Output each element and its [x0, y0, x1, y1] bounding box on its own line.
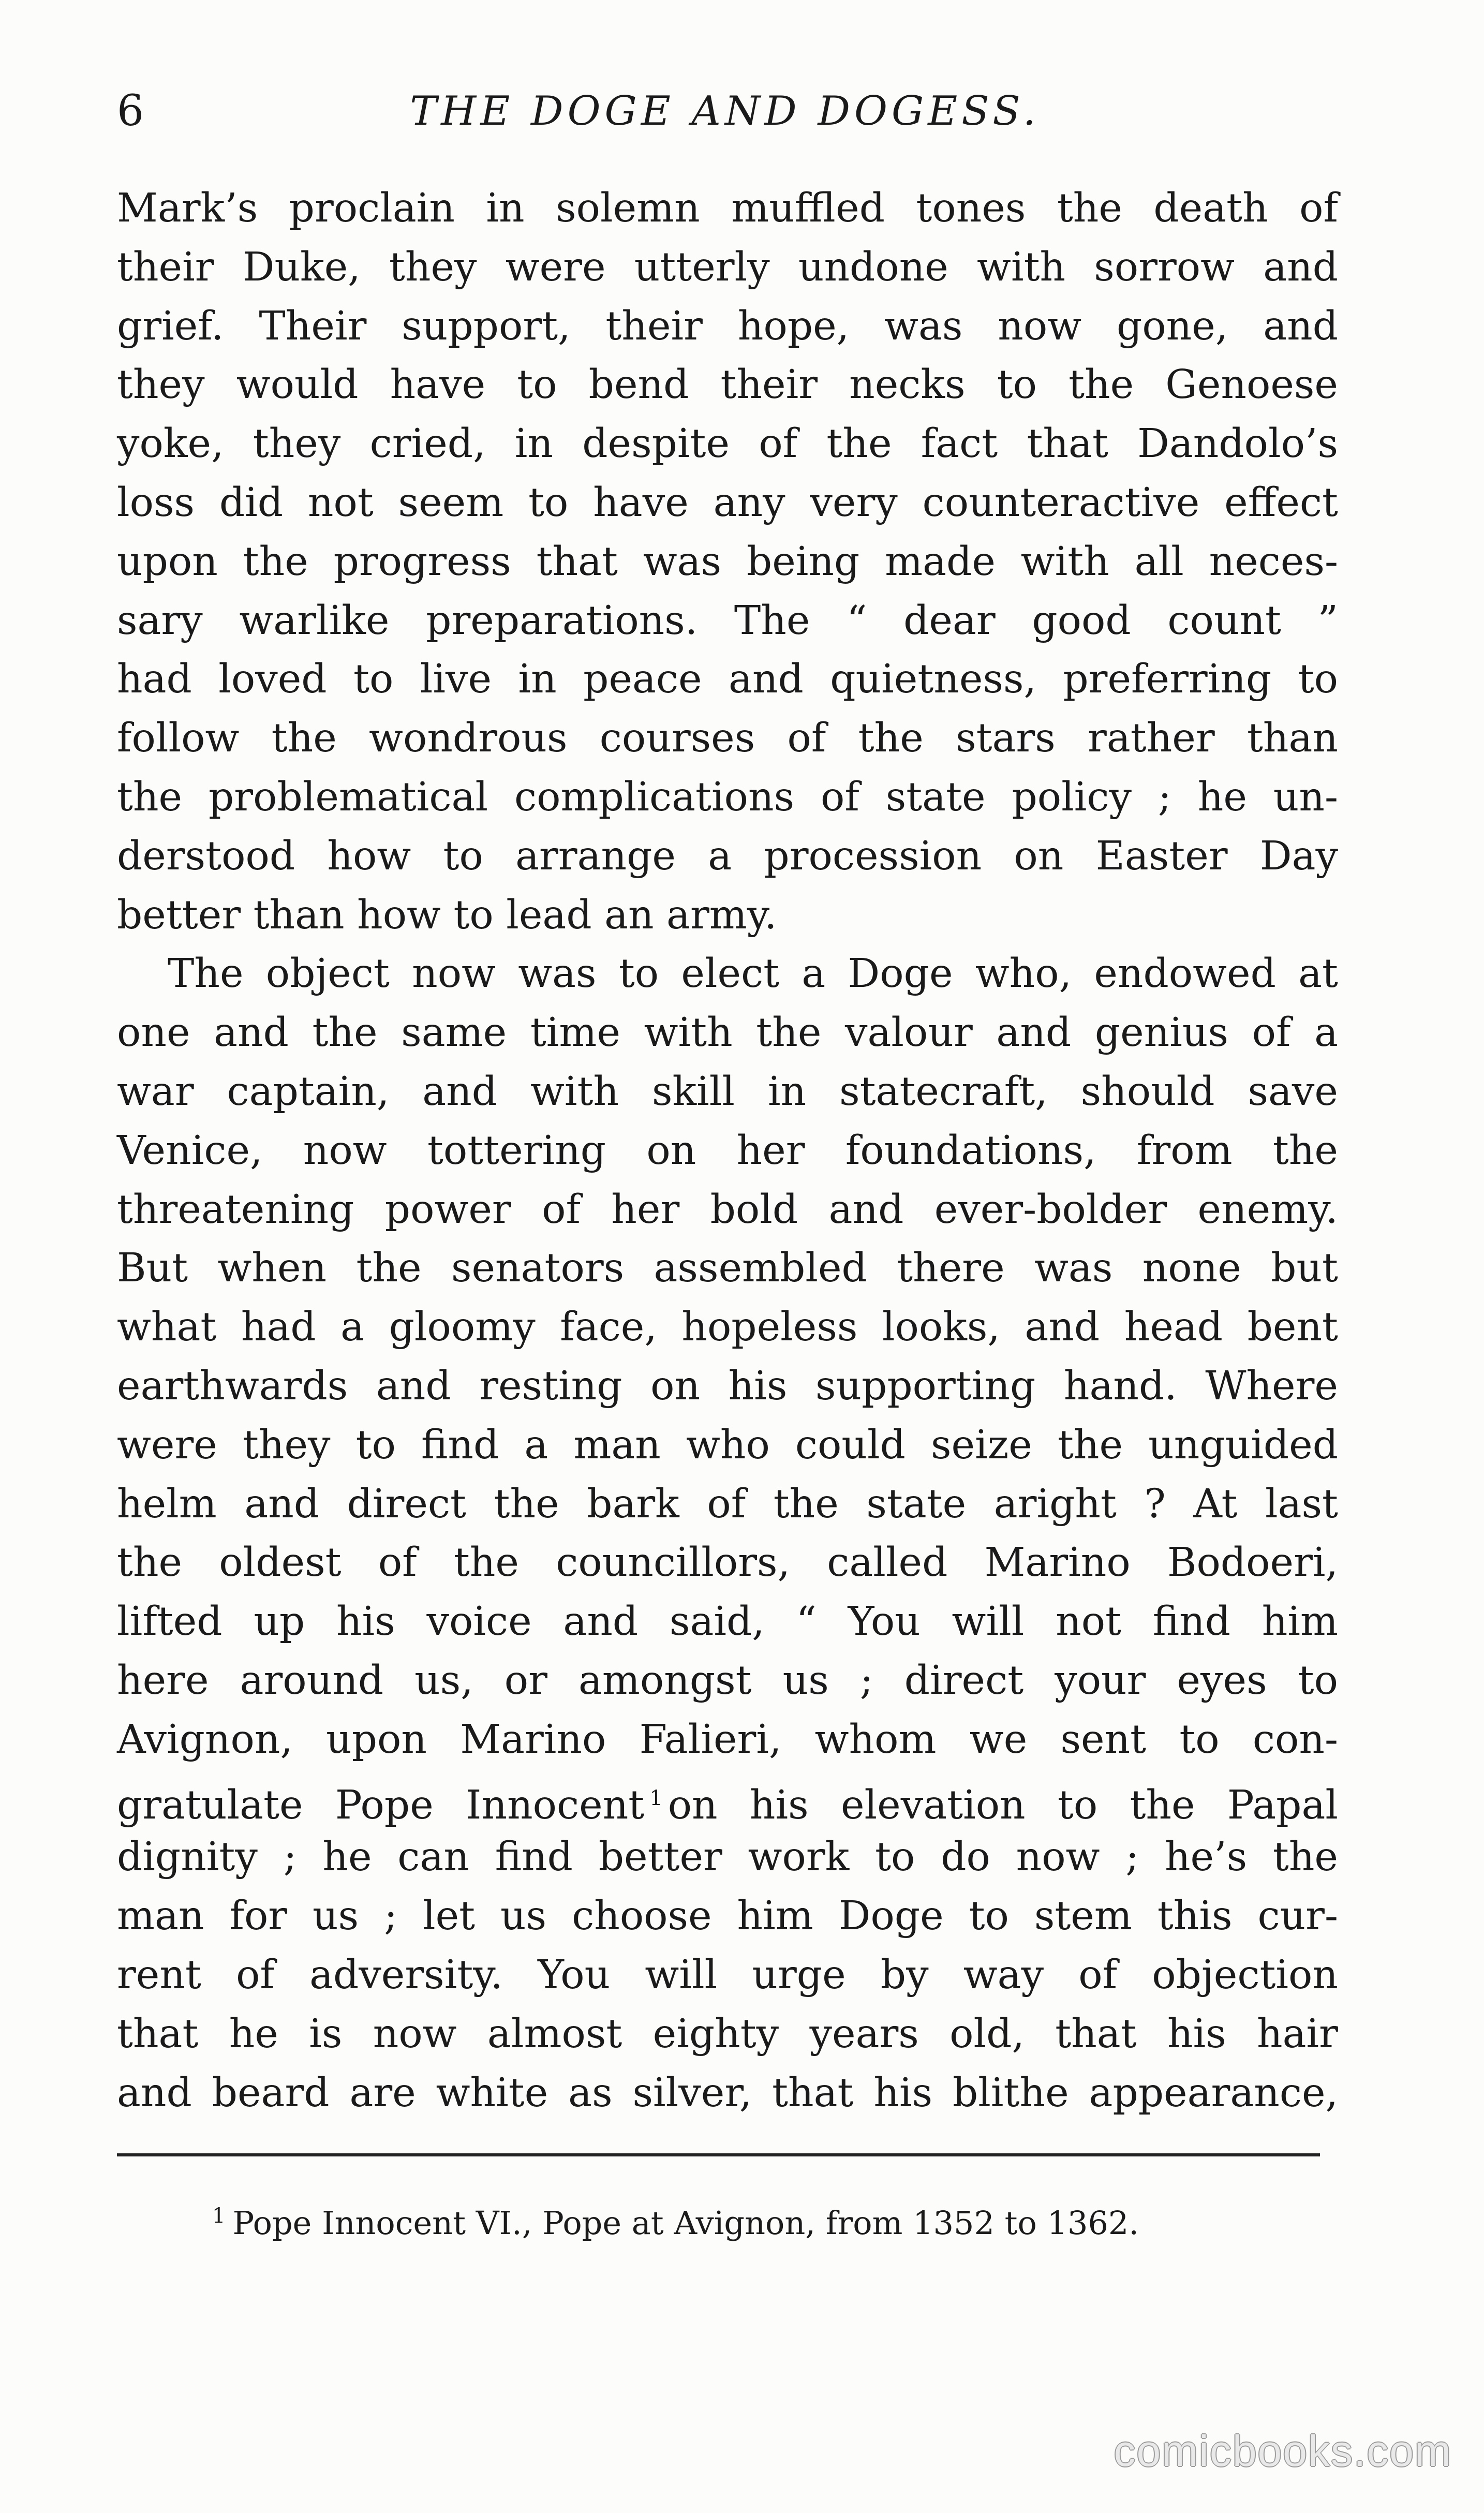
text-line: had loved to live in peace and quietness, preferring to: [117, 656, 1338, 703]
watermark: comicbooks.com: [1114, 2427, 1452, 2475]
text-line: earthwards and resting on his supporting hand. Where: [117, 1363, 1338, 1409]
text-line: derstood how to arrange a procession on Easter Day: [117, 833, 1338, 879]
running-title: THE DOGE AND DOGESS.: [410, 88, 1040, 135]
text-line: that he is now almost eighty years old, that his hair: [117, 2011, 1338, 2057]
text-line: war captain, and with skill in statecraft, should save: [117, 1068, 1338, 1115]
text-line: threatening power of her bold and ever-bolder enemy.: [117, 1186, 1338, 1233]
page-header: [117, 80, 1333, 142]
text-line: what had a gloomy face, hopeless looks, and head bent: [117, 1304, 1338, 1351]
text-line: here around us, or amongst us ; direct your eyes to: [117, 1657, 1338, 1704]
footnote-text: Pope Innocent VI., Pope at Avignon, from 1352 to 1362.: [232, 2204, 1139, 2242]
footnote: [212, 2193, 1139, 2246]
text-line: But when the senators assembled there was none but: [117, 1245, 1338, 1292]
text-line: sary warlike preparations. The “ dear good count ”: [117, 597, 1338, 644]
text-line-with-footnote-ref: [117, 1769, 1338, 1828]
text-fragment: gratulate Pope Innocent: [117, 1782, 645, 1828]
text-line: Mark’s proclain in solemn muffled tones the death of: [117, 185, 1338, 231]
footnote-reference: 1: [649, 1786, 663, 1810]
text-line: were they to find a man who could seize the unguided: [117, 1422, 1338, 1468]
paragraph-start-line: The object now was to elect a Doge who, endowed at: [168, 951, 1338, 997]
text-line: grief. Their support, their hope, was now gone, and: [117, 303, 1338, 349]
text-line: follow the wondrous courses of the stars rather than: [117, 715, 1338, 762]
text-line: the problematical complications of state policy ; he un-: [117, 774, 1338, 820]
text-line: Avignon, upon Marino Falieri, whom we sent to con-: [117, 1716, 1338, 1763]
text-line: lifted up his voice and said, “ You will not find him: [117, 1599, 1338, 1645]
text-line: upon the progress that was being made with all neces-: [117, 538, 1338, 585]
paragraph-end-line: better than how to lead an army.: [117, 892, 777, 938]
text-line: Venice, now tottering on her foundations, from the: [117, 1127, 1338, 1174]
text-line: loss did not seem to have any very counteractive effect: [117, 479, 1338, 526]
text-line: dignity ; he can find better work to do now ; he’s the: [117, 1834, 1338, 1881]
body-text: [117, 179, 1338, 2122]
text-line: the oldest of the councillors, called Marino Bodoeri,: [117, 1540, 1338, 1586]
text-line: yoke, they cried, in despite of the fact that Dandolo’s: [117, 421, 1338, 467]
text-line: rent of adversity. You will urge by way of objection: [117, 1952, 1338, 1998]
text-line: and beard are white as silver, that his blithe appearance,: [117, 2069, 1338, 2116]
text-line: one and the same time with the valour and genius of a: [117, 1010, 1338, 1056]
text-fragment: on his elevation to the Papal: [667, 1782, 1338, 1828]
text-line: their Duke, they were utterly undone with sorrow and: [117, 244, 1338, 290]
text-line: helm and direct the bark of the state aright ? At last: [117, 1481, 1338, 1527]
text-line: they would have to bend their necks to the Genoese: [117, 362, 1338, 408]
page-number: 6: [117, 86, 144, 136]
text-line: man for us ; let us choose him Doge to stem this cur-: [117, 1893, 1338, 1940]
footnote-rule: [117, 2153, 1320, 2156]
footnote-marker: 1: [212, 2204, 226, 2228]
